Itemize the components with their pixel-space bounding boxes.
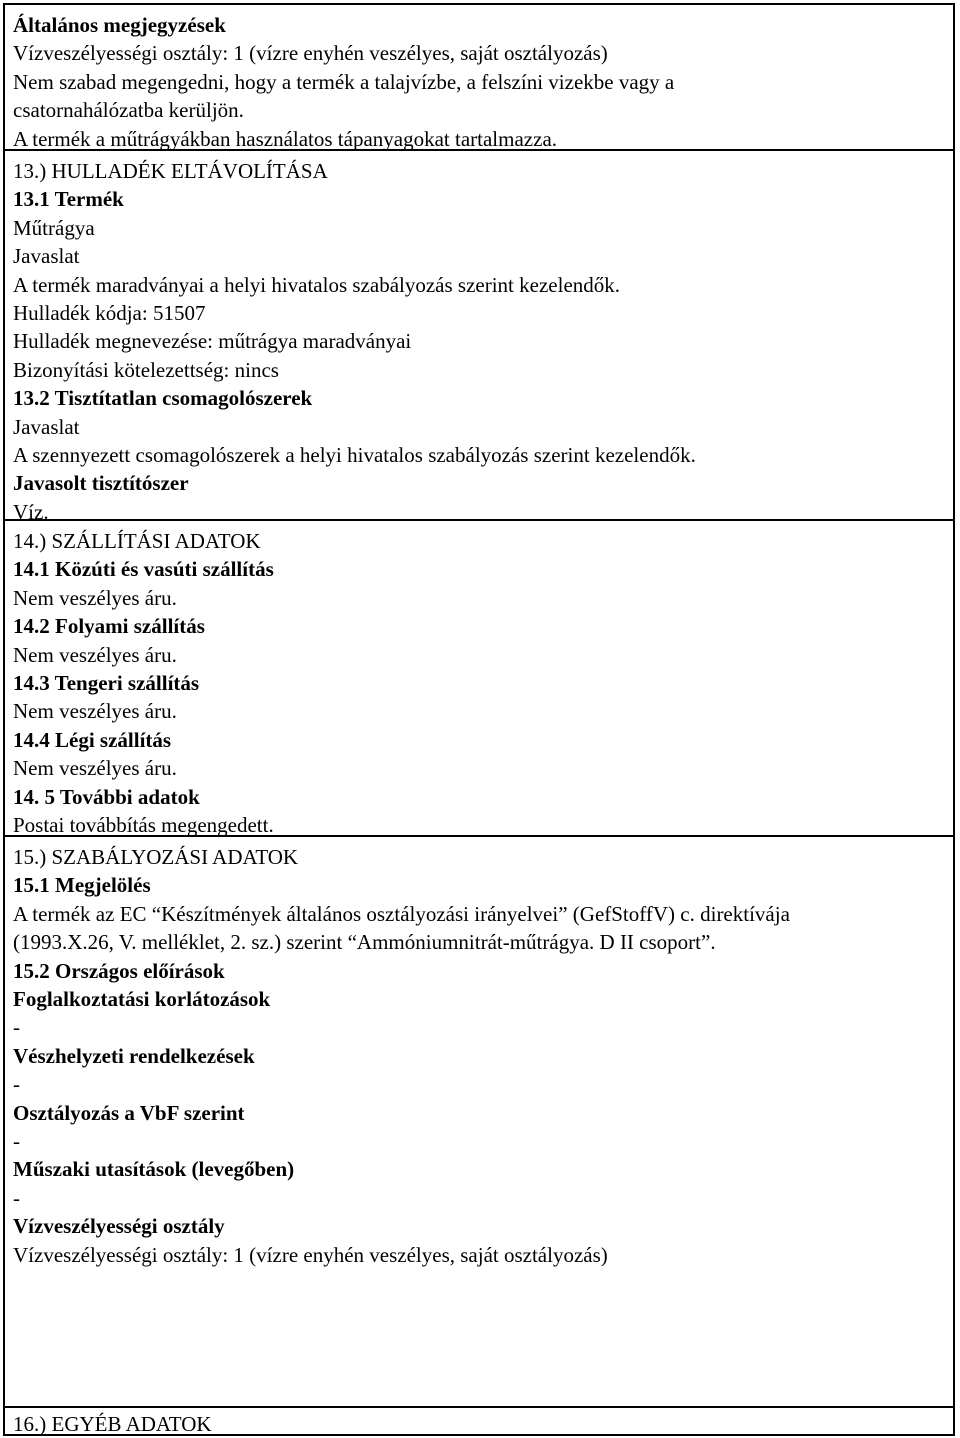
transport-heading: 14.4 Légi szállítás [13,727,172,752]
cleaning-agent-value: Víz. [13,499,49,524]
transport-heading: 14. 5 További adatok [13,784,200,809]
waste-code: Hulladék kódja: 51507 [13,301,206,326]
regulation-value: - [13,1185,20,1210]
subsection-15-2-heading: 15.2 Országos előírások [13,958,225,983]
notes-line: Vízveszélyességi osztály: 1 (vízre enyhén veszélyes, saját osztályozás) [13,41,608,66]
transport-value: Nem veszélyes áru. [13,756,177,781]
transport-value: Postai továbbítás megengedett. [13,813,274,838]
cleaning-agent-heading: Javasolt tisztítószer [13,471,189,496]
subsection-15-1-heading: 15.1 Megjelölés [13,873,151,898]
subsection-13-1-heading: 13.1 Termék [13,187,124,212]
waste-name: Hulladék megnevezése: műtrágya maradványai [13,329,412,354]
subsection-13-2-heading: 13.2 Tisztítatlan csomagolószerek [13,386,313,411]
regulation-value: - [13,1129,20,1154]
transport-value: Nem veszélyes áru. [13,642,177,667]
regulation-value: Vízveszélyességi osztály: 1 (vízre enyhén veszélyes, saját osztályozás) [13,1242,608,1267]
general-notes-heading: Általános megjegyzések [13,13,226,37]
section-15-title: 15.) SZABÁLYOZÁSI ADATOK [13,845,299,869]
section-14-title: 14.) SZÁLLÍTÁSI ADATOK [13,529,261,553]
regulation-heading: Foglalkoztatási korlátozások [13,987,271,1012]
transport-value: Nem veszélyes áru. [13,699,177,724]
section-13-title: 13.) HULLADÉK ELTÁVOLÍTÁSA [13,159,328,183]
transport-heading: 14.1 Közúti és vasúti szállítás [13,557,274,582]
marking-text-line: A termék az EC “Készítmények általános osztályozási irányelvei” (GefStoffV) c. direktívája [13,901,790,926]
section-16-other [3,1406,955,1436]
text-line: A termék maradványai a helyi hivatalos szabályozás szerint kezelendők. [13,272,621,297]
notes-line: csatornahálózatba kerüljön. [13,98,244,123]
regulation-heading: Műszaki utasítások (levegőben) [13,1157,295,1182]
text-line: A szennyezett csomagolószerek a helyi hivatalos szabályozás szerint kezelendők. [13,443,696,468]
document-page [3,3,955,1436]
marking-text-line: (1993.X.26, V. melléklet, 2. sz.) szerint “Ammóniumnitrát-műtrágya. D II csoport”. [13,930,716,955]
text-line: Javaslat [13,244,80,269]
regulation-heading: Vészhelyzeti rendelkezések [13,1043,255,1068]
notes-line: A termék a műtrágyákban használatos tápanyagokat tartalmazza. [13,126,558,151]
regulation-heading: Vízveszélyességi osztály [13,1214,225,1239]
regulation-value: - [13,1072,20,1097]
regulation-heading: Osztályozás a VbF szerint [13,1100,245,1125]
text-line: Javaslat [13,414,80,439]
section-12-notes [3,3,955,149]
text-line: Műtrágya [13,215,95,240]
proof-obligation: Bizonyítási kötelezettség: nincs [13,357,279,382]
section-15-regulatory [3,835,955,1406]
section-13-waste [3,149,955,524]
section-16-title: 16.) EGYÉB ADATOK [13,1412,212,1436]
transport-heading: 14.3 Tengeri szállítás [13,671,200,696]
notes-line: Nem szabad megengedni, hogy a termék a talajvízbe, a felszíni vizekbe vagy a [13,69,675,94]
regulation-value: - [13,1015,20,1040]
transport-heading: 14.2 Folyami szállítás [13,614,205,639]
section-14-transport [3,519,955,838]
transport-value: Nem veszélyes áru. [13,585,177,610]
